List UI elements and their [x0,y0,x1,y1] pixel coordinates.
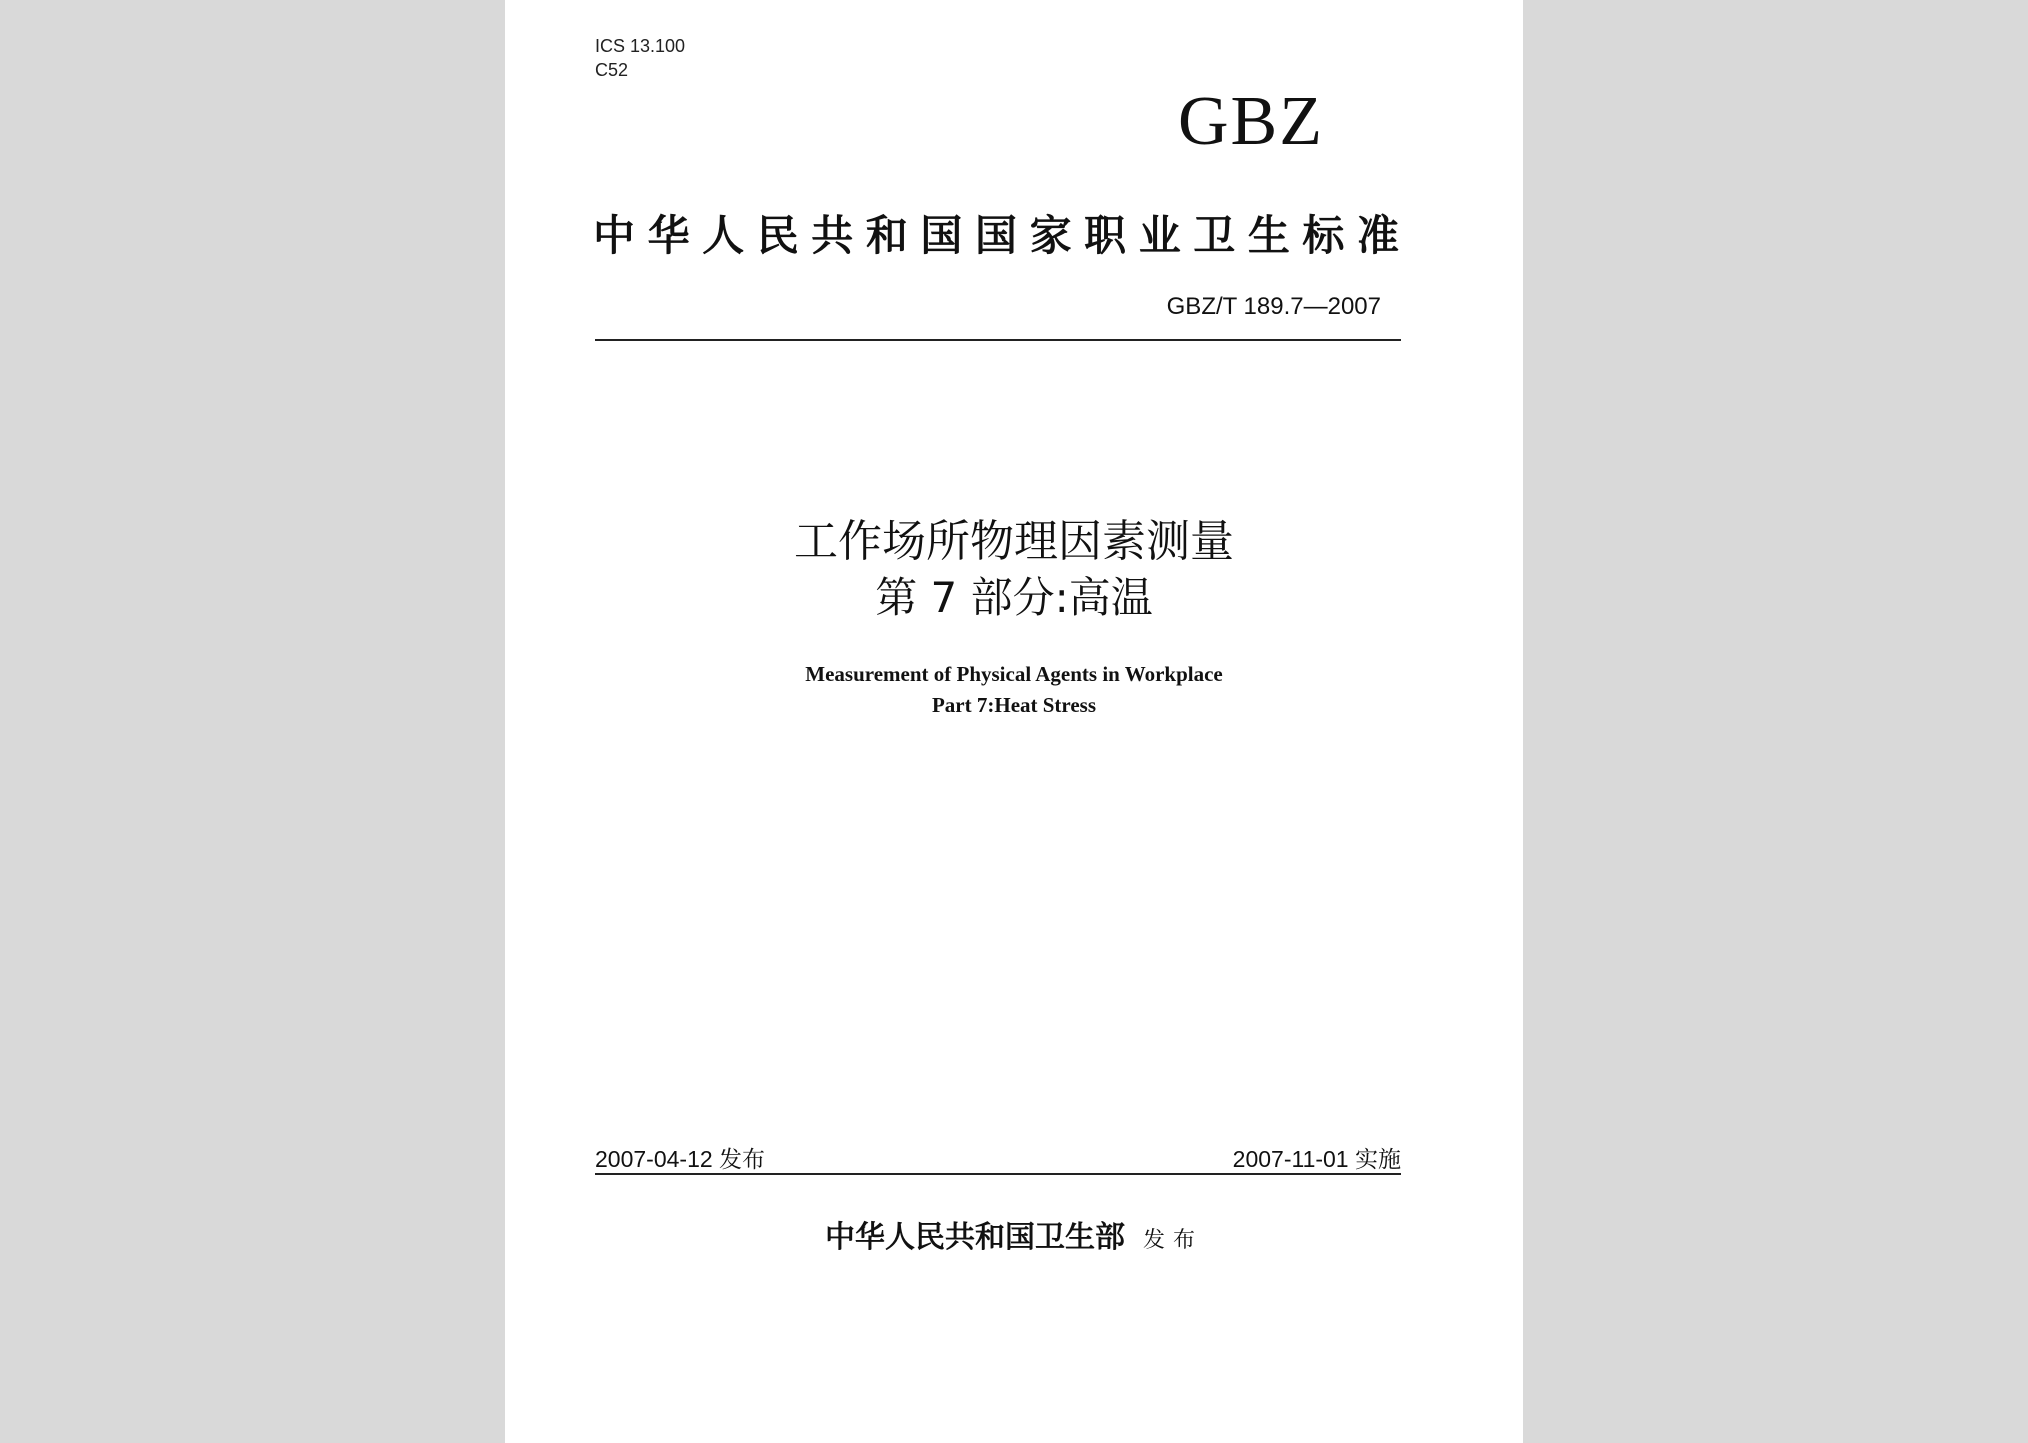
standard-mark: GBZ [1178,83,1324,160]
chinese-title-line-2: 第 7 部分:高温 [875,573,1153,622]
chinese-title-line-1: 工作场所物理因素测量 [794,516,1234,567]
issuing-authority-name: 中华人民共和国卫生部 [824,1220,1125,1255]
footer-divider [595,1173,1401,1175]
ics-code: ICS 13.100 [595,36,686,56]
issue-date: 2007-04-12 发布 [595,1146,766,1172]
ccs-code: C52 [595,60,629,80]
header-divider [595,339,1401,341]
standard-number: GBZ/T 189.7—2007 [1166,293,1381,320]
document-page [505,0,1523,1443]
english-title-line-2: Part 7:Heat Stress [931,693,1097,717]
issuing-action: 发布 [1142,1228,1203,1253]
english-title-line-1: Measurement of Physical Agents in Workplace [805,662,1223,686]
implementation-date: 2007-11-01 实施 [1232,1146,1401,1172]
issuing-authority [505,1218,1523,1261]
standard-category-title: 中华人民共和国国家职业卫生标准 [593,211,1399,260]
